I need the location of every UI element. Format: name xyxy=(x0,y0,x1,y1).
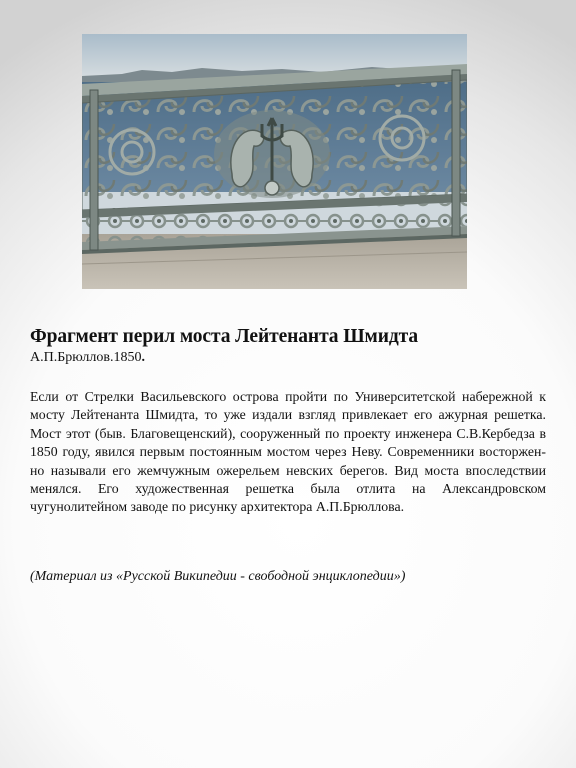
description-text: Если от Стрелки Васильевского острова пройти по Университетской набережной к мосту Лейтенанта Шмидта, то уже издали взгляд привлекает его ажурная решетка. Мост этот (быв. Благовещенский), сооруженный по проекту инженера С.В.Кербедза в 1850 году, явился первым постоянным мостом через Неву. Современники восторжен-но называли его жемчужным ожерельем невских берегов. Вид моста впоследствии менялся. Его художественная решетка была отлита на Александровском чугунолитейном заводе по рисунку архитектора А.П.Брюллова. xyxy=(30,389,546,515)
author-date-dot: . xyxy=(141,350,145,365)
railing-illustration xyxy=(82,34,467,289)
slide-title: Фрагмент перил моста Лейтенанта Шмидта xyxy=(30,326,418,347)
seahorse-motif xyxy=(214,110,330,198)
bridge-railing-photo xyxy=(82,34,467,289)
author-date-text: А.П.Брюллов.1850 xyxy=(30,350,142,365)
description-paragraph xyxy=(30,388,546,517)
source-note: (Материал из «Русской Википедии - свободной энциклопедии») xyxy=(30,569,406,584)
author-date xyxy=(30,350,145,366)
